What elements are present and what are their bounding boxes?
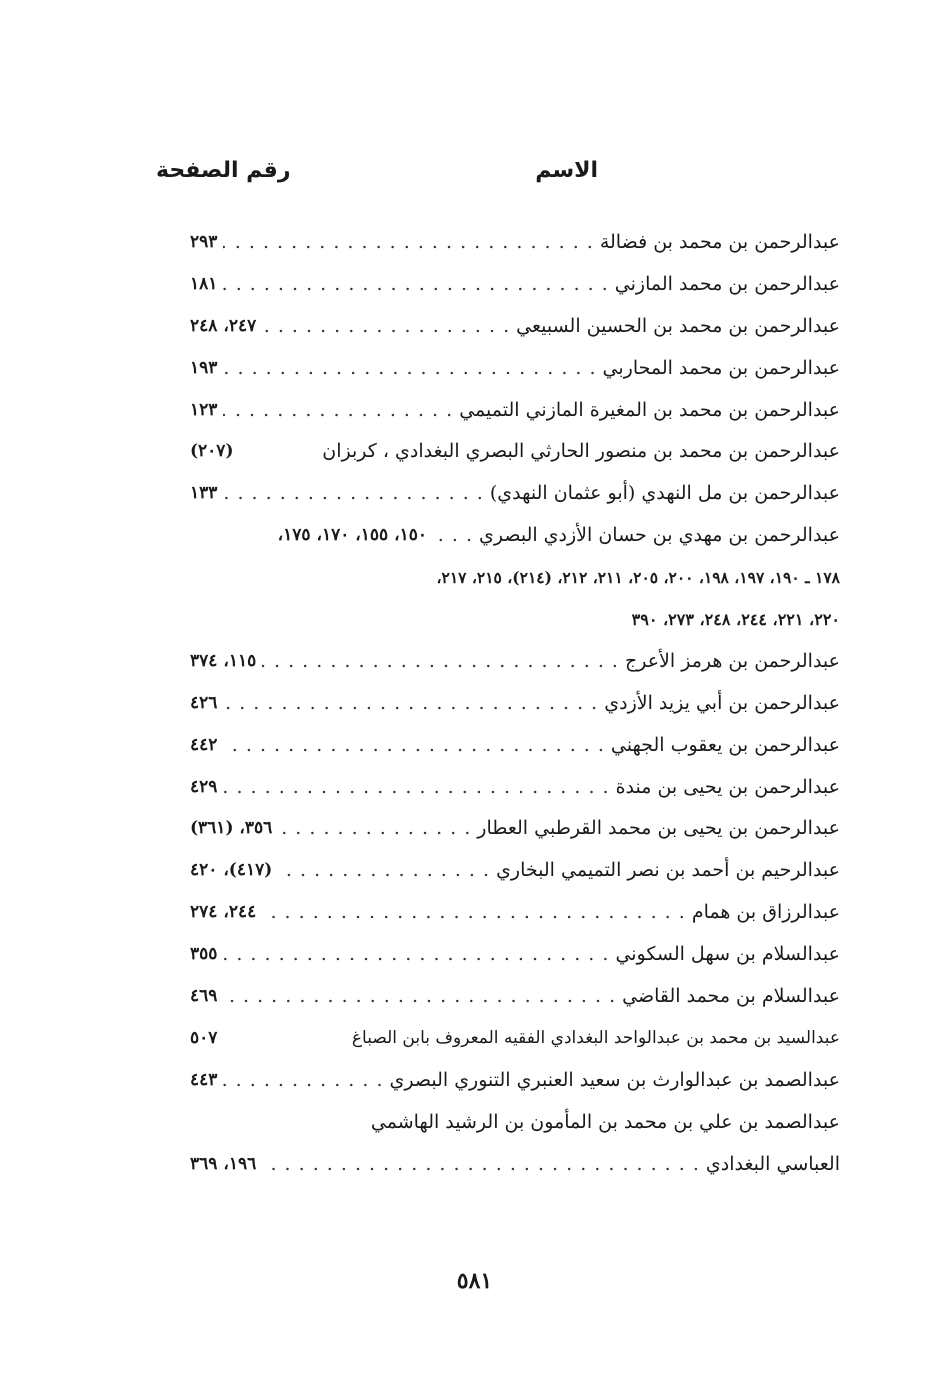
entry-name: عبدالرحمن بن مهدي بن حسان الأزدي البصري — [479, 524, 840, 547]
index-entry — [190, 850, 840, 892]
entry-pages: ١٨١ — [190, 273, 218, 294]
index-entry — [190, 473, 840, 515]
page-column-heading: رقم الصفحة — [156, 158, 291, 183]
index-entry — [190, 808, 840, 850]
entry-name: عبدالرحمن بن محمد بن منصور الحارثي البصري البغدادي ، كربزان — [322, 440, 840, 463]
index-entry — [190, 725, 840, 767]
entry-pages: ١٧٨ ـ ١٩٠، ١٩٧، ١٩٨، ٢٠٠، ٢٠٥، ٢١١، ٢١٢، (٢١٤)، ٢١٥، ٢١٧، — [436, 568, 840, 588]
entry-name: عبدالرحمن بن مل النهدي (أبو عثمان النهدي) — [489, 482, 840, 505]
entry-pages: ٤٦٩ — [190, 986, 218, 1007]
leader-dots — [223, 725, 605, 767]
entry-pages: (٤١٧)، ٤٢٠ — [190, 860, 273, 881]
entry-pages: (٢٠٧) — [190, 441, 234, 462]
index-header — [150, 158, 840, 194]
index-entry-continuation — [190, 557, 840, 599]
entry-pages: ٢٢٠، ٢٢١، ٢٤٤، ٢٤٨، ٢٧٣، ٣٩٠ — [631, 610, 840, 630]
index-entry — [190, 1144, 840, 1186]
entry-pages: ٤٤٢ — [190, 734, 218, 755]
index-entry — [190, 683, 840, 725]
entry-pages: ١٥٠، ١٥٥، ١٧٠، ١٧٥، — [277, 525, 427, 546]
entry-name: عبدالرحمن بن محمد بن الحسين السبيعي — [516, 314, 840, 337]
entry-name: عبدالرزاق بن همام — [691, 901, 840, 924]
index-entry — [190, 1102, 840, 1144]
leader-dots — [223, 767, 609, 809]
leader-dots — [278, 850, 490, 892]
index-entry — [190, 976, 840, 1018]
index-entry — [190, 390, 840, 432]
entry-pages: ٢٤٤، ٢٧٤ — [190, 902, 257, 923]
index-entry — [190, 264, 840, 306]
entry-name: العباسي البغدادي — [705, 1152, 840, 1175]
entry-name: عبدالرحمن بن يحيى بن محمد القرطبي العطار — [477, 817, 840, 840]
index-entry-continuation — [190, 599, 840, 641]
name-column-heading: الاسم — [535, 158, 598, 183]
entry-pages: ١١٥، ٣٧٤ — [190, 650, 257, 671]
entry-name: عبدالرحمن بن يحيى بن مندة — [615, 775, 840, 798]
entry-pages: ٤٢٩ — [190, 776, 218, 797]
index-entry — [190, 348, 840, 390]
name-index-list — [190, 222, 840, 1185]
entry-name: عبدالسلام بن سهل السكوني — [615, 943, 840, 966]
leader-dots — [262, 641, 619, 683]
index-entry — [190, 515, 840, 557]
index-entry — [190, 641, 840, 683]
leader-dots — [278, 808, 471, 850]
entry-pages: ١٢٣ — [190, 399, 218, 420]
entry-pages: ١٩٣ — [190, 357, 218, 378]
entry-name: عبدالرحيم بن أحمد بن نصر التميمي البخاري — [496, 859, 840, 882]
entry-pages: ٢٤٧، ٢٤٨ — [190, 315, 257, 336]
leader-dots — [433, 515, 473, 557]
entry-name: عبدالصمد بن عبدالوارث بن سعيد العنبري التنوري البصري — [389, 1068, 840, 1091]
entry-name: عبدالرحمن بن يعقوب الجهني — [610, 733, 840, 756]
leader-dots — [223, 934, 609, 976]
entry-name: عبدالصمد بن علي بن محمد بن المأمون بن الرشيد الهاشمي — [370, 1110, 840, 1133]
entry-pages: ٥٠٧ — [190, 1027, 218, 1048]
leader-dots — [223, 976, 616, 1018]
entry-name: عبدالرحمن بن محمد بن فضالة — [599, 231, 840, 253]
leader-dots — [223, 390, 453, 432]
leader-dots — [223, 473, 483, 515]
entry-name: عبدالرحمن بن هرمز الأعرج — [624, 649, 840, 672]
leader-dots — [223, 222, 593, 264]
entry-name: عبدالرحمن بن أبي يزيد الأزدي — [604, 691, 840, 714]
entry-name: عبدالرحمن بن محمد بن المغيرة المازني التميمي — [459, 398, 840, 421]
leader-dots — [223, 348, 596, 390]
index-entry — [190, 1018, 840, 1060]
entry-pages: ٤٤٣ — [190, 1069, 218, 1090]
entry-name: عبدالسيد بن محمد بن عبدالواحد البغدادي الفقيه المعروف بابن الصباغ — [351, 1027, 840, 1048]
leader-dots — [262, 306, 510, 348]
index-entry — [190, 767, 840, 809]
index-entry — [190, 431, 840, 473]
leader-dots — [262, 1144, 700, 1186]
entry-pages: ٣٥٥ — [190, 944, 218, 965]
entry-name: عبدالرحمن بن محمد المحاربي — [602, 356, 840, 379]
leader-dots — [223, 683, 598, 725]
leader-dots — [262, 892, 686, 934]
index-entry — [190, 892, 840, 934]
entry-pages: ٣٥٦، (٣٦١) — [190, 818, 273, 839]
entry-pages: ١٣٣ — [190, 483, 218, 504]
entry-pages: ٢٩٣ — [190, 232, 218, 252]
entry-pages: ١٩٦، ٣٦٩ — [190, 1153, 257, 1174]
index-entry — [190, 934, 840, 976]
entry-name: عبدالسلام بن محمد القاضي — [622, 985, 840, 1008]
leader-dots — [223, 264, 608, 306]
entry-name: عبدالرحمن بن محمد المازني — [614, 272, 840, 295]
entry-pages: ٤٢٦ — [190, 692, 218, 713]
index-entry — [190, 222, 840, 264]
leader-dots — [223, 1060, 383, 1102]
index-entry — [190, 306, 840, 348]
index-entry — [190, 1060, 840, 1102]
page-number: ٥٨١ — [456, 1268, 493, 1294]
